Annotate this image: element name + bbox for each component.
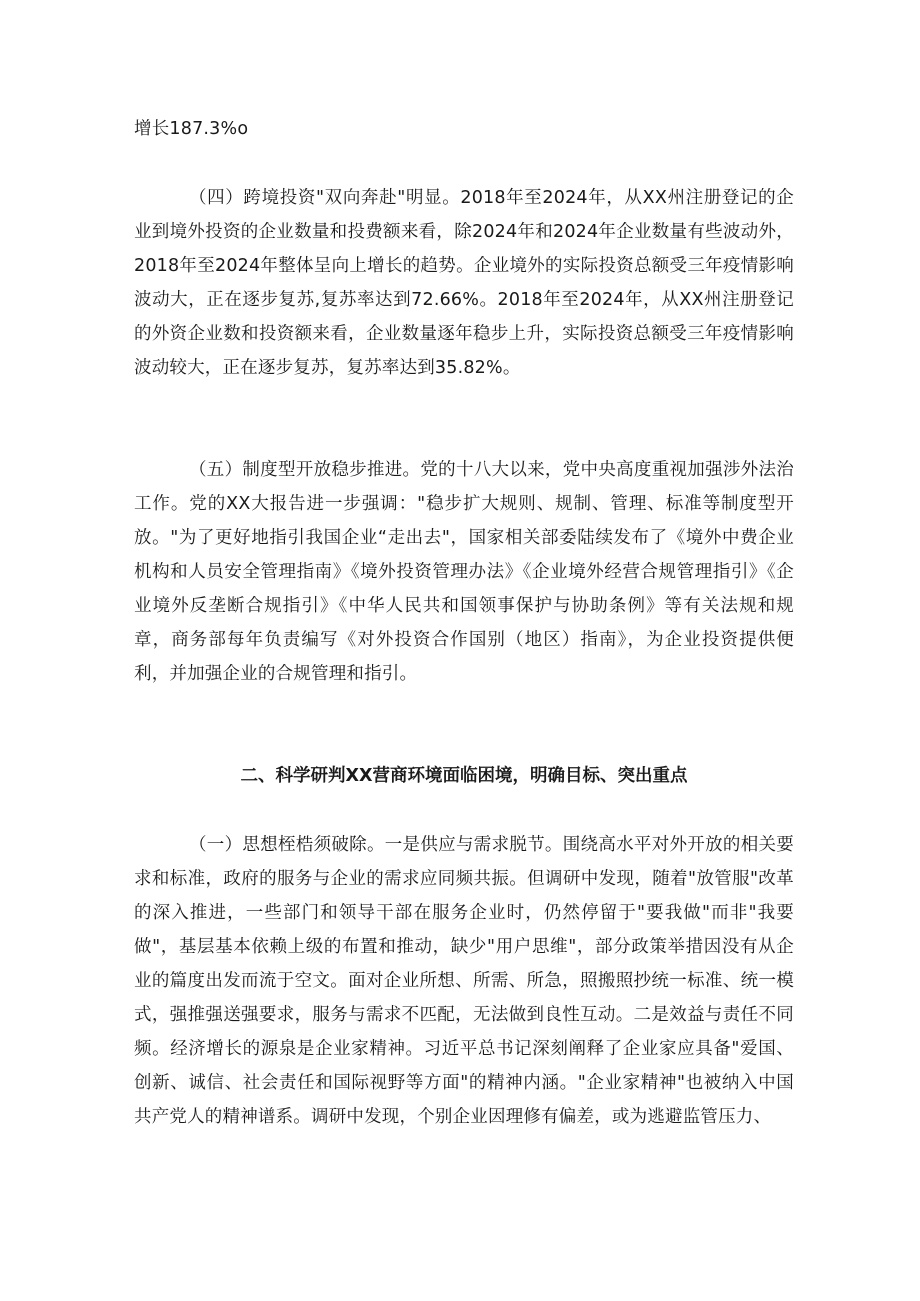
section-heading: 二、科学研判XX营商环境面临困境，明确目标、突出重点 [240,766,688,786]
paragraph-mindset-constraints: （一）思想桎梏须破除。一是供应与需求脱节。围绕高水平对外开放的相关要求和标准，政府的服务与企业的需求应同频共振。但调研中发现，随着"放管服"改革的深入推进，一些部门和领导干部在服务企业时，仍然停留于"要我做"而非"我要做"，基层基本依赖上级的布置和推动，缺少"用户思维"，部分政策举措因没有从企业的篇度出发而流于空文。面对企业所想、所需、所急，照搬照抄统一标准、统一模式，强推强送强要求，服务与需求不匹配，无法做到良性互动。二是效益与责任不同频。经济增长的源泉是企业家精神。习近平总书记深刻阐释了企业家应具备"爱国、创新、诚信、社会责任和国际视野等方面"的精神内涵。"企业家精神"也被纳入中国共产党人的精神谱系。调研中发现，个别企业因理修有偏差，或为逃避监管压力、 [134,835,794,1127]
paragraph-institutional-opening: （五）制度型开放稳步推进。党的十八大以来，党中央高度重视加强涉外法治工作。党的XX大报告进一步强调："稳步扩大规则、规制、管理、标准等制度型开放。"为了更好地指引我国企业“走出去"，国家相关部委陆续发布了《境外中费企业机构和人员安全管理指南》《境外投资管理办法》《企业境外经营合规管理指引》《企业境外反垄断合规指引》《中华人民共和国领事保护与协助条例》等有关法规和规章，商务部每年负责编写《对外投资合作国别（地区）指南》，为企业投资提供便利，并加强企业的合规管理和指引。 [134,460,794,684]
paragraph-cross-border-investment: （四）跨境投资"双向奔赴"明显。2018年至2024年，从XX州注册登记的企业到境外投资的企业数量和投费额来看，除2024年和2024年企业数量有些波动外，2018年至2024年整体呈向上增长的趋势。企业境外的实际投资总额受三年疫情影响波动大，正在逐步复苏,复苏率达到72.66%。2018年至2024年，从XX州注册登记的外资企业数和投资额来看，企业数量逐年稳步上升，实际投资总额受三年疫情影响波动较大，正在逐步复苏，复苏率达到35.82%。 [134,188,794,378]
paragraph-continuation: 增长187.3%o [134,119,249,139]
